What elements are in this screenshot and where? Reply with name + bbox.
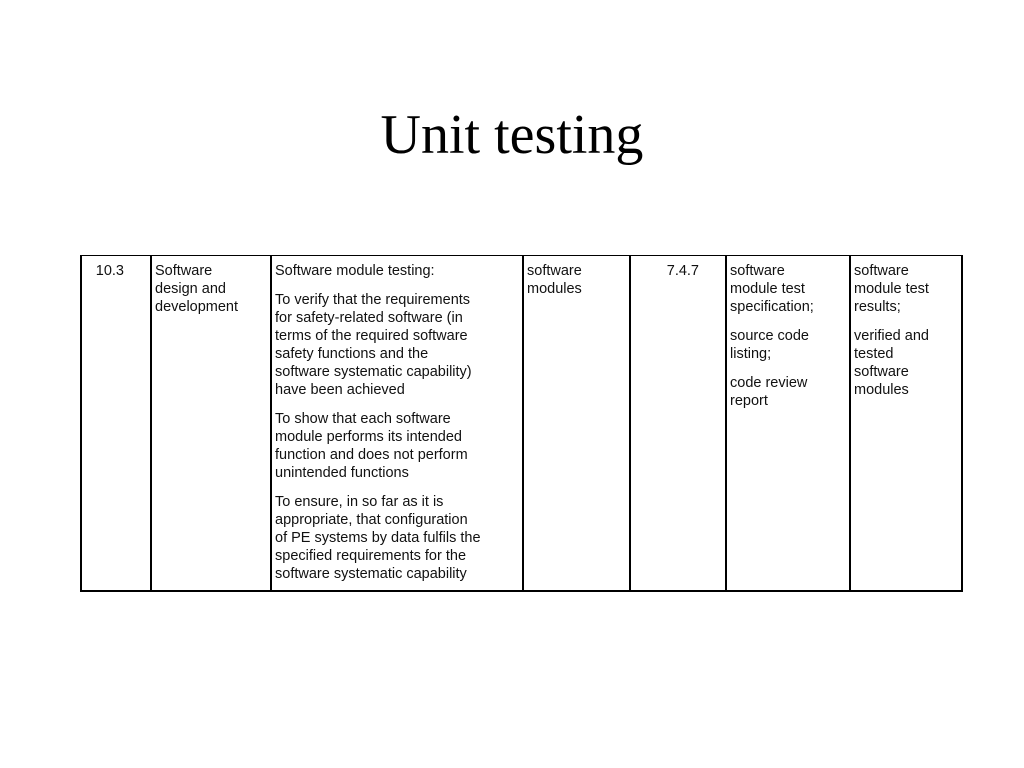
objective-line: have been achieved <box>275 382 405 398</box>
objective-line: for safety-related software (in <box>275 310 463 326</box>
objective-paragraph <box>275 410 519 482</box>
phase-line: Software <box>155 263 213 279</box>
requirement-ref: 7.4.7 <box>666 263 699 279</box>
objective-line: specified requirements for the <box>275 548 467 564</box>
input-line: report <box>730 393 768 409</box>
lifecycle-table <box>80 255 963 592</box>
objective-line: software systematic capability <box>275 566 467 582</box>
objective-line: terms of the required software <box>275 328 468 344</box>
slide-title: Unit testing <box>380 104 644 166</box>
input-line: module test <box>730 281 805 297</box>
objective-line: safety functions and the <box>275 346 429 362</box>
objective-line: of PE systems by data fulfils the <box>275 530 481 546</box>
output-line: tested <box>854 346 894 362</box>
input-item <box>730 374 846 410</box>
input-line: listing; <box>730 346 772 362</box>
table-row <box>81 256 962 592</box>
requirement-ref-cell <box>630 256 726 592</box>
phase-cell <box>151 256 271 592</box>
objective-heading <box>275 262 519 280</box>
output-line: software <box>854 364 909 380</box>
input-line: specification; <box>730 299 814 315</box>
scope-line: modules <box>527 281 582 297</box>
output-line: software <box>854 263 909 279</box>
output-item <box>854 262 958 316</box>
objective-line: module performs its intended <box>275 429 462 445</box>
objective-line: unintended functions <box>275 465 409 481</box>
input-line: software <box>730 263 785 279</box>
objective-line: To ensure, in so far as it is <box>275 494 444 510</box>
output-line: results; <box>854 299 901 315</box>
input-item <box>730 262 846 316</box>
inputs-cell <box>726 256 850 592</box>
objective-paragraph <box>275 291 519 399</box>
input-line: source code <box>730 328 809 344</box>
objective-line: appropriate, that configuration <box>275 512 468 528</box>
clause-number: 10.3 <box>95 263 124 279</box>
output-line: modules <box>854 382 909 398</box>
output-line: verified and <box>854 328 929 344</box>
output-line: module test <box>854 281 929 297</box>
objective-cell <box>271 256 523 592</box>
input-line: code review <box>730 375 808 391</box>
objective-line: To show that each software <box>275 411 451 427</box>
clause-cell <box>81 256 151 592</box>
phase-line: development <box>155 299 239 315</box>
objective-line: To verify that the requirements <box>275 292 471 308</box>
input-item <box>730 327 846 363</box>
output-item <box>854 327 958 399</box>
objective-line: software systematic capability) <box>275 364 472 380</box>
scope-cell <box>523 256 630 592</box>
scope-line: software <box>527 263 582 279</box>
objective-line: function and does not perform <box>275 447 468 463</box>
phase-line: design and <box>155 281 226 297</box>
objective-paragraph <box>275 493 519 583</box>
outputs-cell <box>850 256 962 592</box>
objective-heading-text: Software module testing: <box>275 263 435 279</box>
